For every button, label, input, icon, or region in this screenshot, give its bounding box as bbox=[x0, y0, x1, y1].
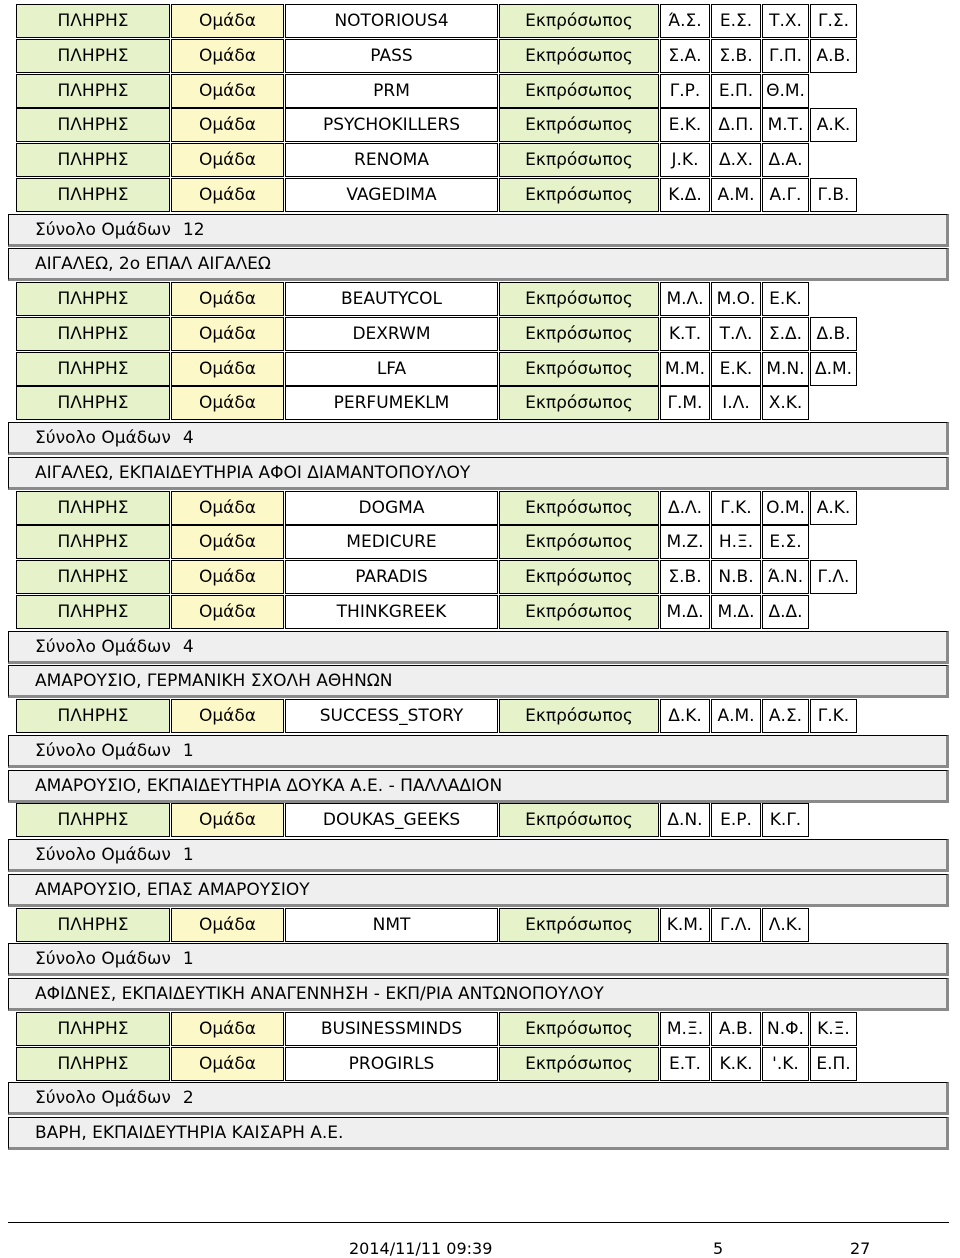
kind-cell: Ομάδα bbox=[171, 491, 284, 525]
member-initials-cell: Τ.Λ. bbox=[711, 317, 761, 351]
member-initials-cell: Ν.Φ. bbox=[762, 1012, 809, 1046]
member-initials-cell: Χ.Κ. bbox=[762, 386, 809, 420]
kind-cell: Ομάδα bbox=[171, 352, 284, 386]
footer-page-number: 5 bbox=[713, 1239, 724, 1258]
member-initials-cell: Σ.Α. bbox=[660, 39, 710, 73]
group-total-bar bbox=[8, 422, 949, 455]
team-name-cell: BEAUTYCOL bbox=[285, 282, 498, 316]
member-initials-cell: Α.Σ. bbox=[762, 699, 809, 733]
school-header bbox=[8, 874, 949, 907]
member-initials-cell: Σ.Β. bbox=[711, 39, 761, 73]
role-cell: Εκπρόσωπος bbox=[499, 282, 659, 316]
status-cell: ΠΛΗΡΗΣ bbox=[16, 525, 170, 559]
team-name-cell: PSYCHOKILLERS bbox=[285, 108, 498, 142]
member-initials-cell: Μ.Τ. bbox=[762, 108, 809, 142]
team-name-cell: BUSINESSMINDS bbox=[285, 1012, 498, 1046]
group-total-count: 2 bbox=[182, 1087, 194, 1108]
kind-cell: Ομάδα bbox=[171, 560, 284, 594]
kind-cell: Ομάδα bbox=[171, 282, 284, 316]
team-name-cell: PRM bbox=[285, 74, 498, 108]
status-cell: ΠΛΗΡΗΣ bbox=[16, 595, 170, 629]
school-header bbox=[8, 1117, 949, 1150]
member-initials-cell: Γ.Σ. bbox=[810, 4, 857, 38]
kind-cell: Ομάδα bbox=[171, 4, 284, 38]
school-name: ΑΜΑΡΟΥΣΙΟ, ΓΕΡΜΑΝΙΚΗ ΣΧΟΛΗ ΑΘΗΝΩΝ bbox=[35, 670, 393, 691]
role-cell: Εκπρόσωπος bbox=[499, 143, 659, 177]
member-initials-cell: Α.Μ. bbox=[711, 699, 761, 733]
member-initials-cell: Δ.Β. bbox=[810, 317, 857, 351]
status-cell: ΠΛΗΡΗΣ bbox=[16, 282, 170, 316]
member-initials-cell: Ο.Μ. bbox=[762, 491, 809, 525]
member-initials-cell: Η.Ξ. bbox=[711, 525, 761, 559]
member-initials-cell: Κ.Ξ. bbox=[810, 1012, 857, 1046]
kind-cell: Ομάδα bbox=[171, 1012, 284, 1046]
member-initials-cell: Γ.Μ. bbox=[660, 386, 710, 420]
kind-cell: Ομάδα bbox=[171, 317, 284, 351]
member-initials-cell: Ά.Σ. bbox=[660, 4, 710, 38]
school-name: ΒΑΡΗ, ΕΚΠΑΙΔΕΥΤΗΡΙΑ ΚΑΙΣΑΡΗ Α.Ε. bbox=[35, 1122, 344, 1143]
team-name-cell: DOGMA bbox=[285, 491, 498, 525]
kind-cell: Ομάδα bbox=[171, 39, 284, 73]
team-name-cell: PARADIS bbox=[285, 560, 498, 594]
member-initials-cell: Μ.Ζ. bbox=[660, 525, 710, 559]
group-total-label: Σύνολο Ομάδων bbox=[35, 219, 171, 240]
team-name-cell: VAGEDIMA bbox=[285, 178, 498, 212]
member-initials-cell: Ά.Ν. bbox=[762, 560, 809, 594]
group-total-bar bbox=[8, 839, 949, 872]
group-total-label: Σύνολο Ομάδων bbox=[35, 740, 171, 761]
member-initials-cell: Δ.Λ. bbox=[660, 491, 710, 525]
team-name-cell: NMT bbox=[285, 908, 498, 942]
team-name-cell: NOTORIOUS4 bbox=[285, 4, 498, 38]
role-cell: Εκπρόσωπος bbox=[499, 1047, 659, 1081]
member-initials-cell: Μ.Δ. bbox=[711, 595, 761, 629]
member-initials-cell: Μ.Δ. bbox=[660, 595, 710, 629]
school-name: ΑΦΙΔΝΕΣ, ΕΚΠΑΙΔΕΥΤΙΚΗ ΑΝΑΓΕΝΝΗΣΗ - ΕΚΠ/ΡΙΑ ΑΝΤΩΝΟΠΟΥΛΟΥ bbox=[35, 983, 604, 1004]
footer-timestamp: 2014/11/11 09:39 bbox=[349, 1239, 493, 1258]
member-initials-cell: Κ.Κ. bbox=[711, 1047, 761, 1081]
kind-cell: Ομάδα bbox=[171, 595, 284, 629]
member-initials-cell: Ι.Λ. bbox=[711, 386, 761, 420]
member-initials-cell: Γ.Β. bbox=[810, 178, 857, 212]
member-initials-cell: Α.Β. bbox=[810, 39, 857, 73]
role-cell: Εκπρόσωπος bbox=[499, 317, 659, 351]
role-cell: Εκπρόσωπος bbox=[499, 560, 659, 594]
kind-cell: Ομάδα bbox=[171, 525, 284, 559]
role-cell: Εκπρόσωπος bbox=[499, 352, 659, 386]
member-initials-cell: Κ.Δ. bbox=[660, 178, 710, 212]
member-initials-cell: Κ.Τ. bbox=[660, 317, 710, 351]
role-cell: Εκπρόσωπος bbox=[499, 178, 659, 212]
status-cell: ΠΛΗΡΗΣ bbox=[16, 560, 170, 594]
team-name-cell: LFA bbox=[285, 352, 498, 386]
group-total-label: Σύνολο Ομάδων bbox=[35, 427, 171, 448]
member-initials-cell: Δ.Π. bbox=[711, 108, 761, 142]
status-cell: ΠΛΗΡΗΣ bbox=[16, 108, 170, 142]
member-initials-cell: Δ.Κ. bbox=[660, 699, 710, 733]
member-initials-cell: Α.Κ. bbox=[810, 108, 857, 142]
member-initials-cell: Μ.Ν. bbox=[762, 352, 809, 386]
role-cell: Εκπρόσωπος bbox=[499, 386, 659, 420]
member-initials-cell: Θ.Μ. bbox=[762, 74, 809, 108]
group-total-label: Σύνολο Ομάδων bbox=[35, 1087, 171, 1108]
member-initials-cell: Μ.Ξ. bbox=[660, 1012, 710, 1046]
member-initials-cell: Ε.Π. bbox=[711, 74, 761, 108]
role-cell: Εκπρόσωπος bbox=[499, 74, 659, 108]
member-initials-cell: Ε.Τ. bbox=[660, 1047, 710, 1081]
group-total-bar bbox=[8, 214, 949, 247]
member-initials-cell: Γ.Ρ. bbox=[660, 74, 710, 108]
school-header bbox=[8, 457, 949, 490]
team-name-cell: SUCCESS_STORY bbox=[285, 699, 498, 733]
role-cell: Εκπρόσωπος bbox=[499, 4, 659, 38]
member-initials-cell: Γ.Κ. bbox=[711, 491, 761, 525]
role-cell: Εκπρόσωπος bbox=[499, 39, 659, 73]
member-initials-cell: Α.Κ. bbox=[810, 491, 857, 525]
role-cell: Εκπρόσωπος bbox=[499, 908, 659, 942]
group-total-label: Σύνολο Ομάδων bbox=[35, 948, 171, 969]
kind-cell: Ομάδα bbox=[171, 386, 284, 420]
school-name: ΑΜΑΡΟΥΣΙΟ, ΕΚΠΑΙΔΕΥΤΗΡΙΑ ΔΟΥΚΑ Α.Ε. - ΠΑΛΛΑΔΙΟΝ bbox=[35, 775, 503, 796]
school-header bbox=[8, 978, 949, 1011]
member-initials-cell: Γ.Π. bbox=[762, 39, 809, 73]
group-total-bar bbox=[8, 943, 949, 976]
role-cell: Εκπρόσωπος bbox=[499, 491, 659, 525]
kind-cell: Ομάδα bbox=[171, 143, 284, 177]
member-initials-cell: Ε.Κ. bbox=[762, 282, 809, 316]
member-initials-cell: Λ.Κ. bbox=[762, 908, 809, 942]
member-initials-cell: Μ.Ο. bbox=[711, 282, 761, 316]
role-cell: Εκπρόσωπος bbox=[499, 803, 659, 837]
member-initials-cell: Γ.Λ. bbox=[810, 560, 857, 594]
status-cell: ΠΛΗΡΗΣ bbox=[16, 699, 170, 733]
member-initials-cell: Μ.Μ. bbox=[660, 352, 710, 386]
group-total-count: 4 bbox=[182, 636, 194, 657]
status-cell: ΠΛΗΡΗΣ bbox=[16, 39, 170, 73]
group-total-label: Σύνολο Ομάδων bbox=[35, 636, 171, 657]
school-header bbox=[8, 770, 949, 803]
footer-total-pages: 27 bbox=[850, 1239, 871, 1258]
status-cell: ΠΛΗΡΗΣ bbox=[16, 1012, 170, 1046]
kind-cell: Ομάδα bbox=[171, 74, 284, 108]
team-name-cell: MEDICURE bbox=[285, 525, 498, 559]
school-name: ΑΙΓΑΛΕΩ, ΕΚΠΑΙΔΕΥΤΗΡΙΑ ΑΦΟΙ ΔΙΑΜΑΝΤΟΠΟΥΛΟΥ bbox=[35, 462, 471, 483]
member-initials-cell: '.Κ. bbox=[762, 1047, 809, 1081]
member-initials-cell: Κ.Μ. bbox=[660, 908, 710, 942]
role-cell: Εκπρόσωπος bbox=[499, 108, 659, 142]
group-total-label: Σύνολο Ομάδων bbox=[35, 844, 171, 865]
status-cell: ΠΛΗΡΗΣ bbox=[16, 74, 170, 108]
member-initials-cell: Ε.Σ. bbox=[711, 4, 761, 38]
member-initials-cell: Ε.Κ. bbox=[711, 352, 761, 386]
role-cell: Εκπρόσωπος bbox=[499, 1012, 659, 1046]
member-initials-cell: Ε.Σ. bbox=[762, 525, 809, 559]
member-initials-cell: Σ.Β. bbox=[660, 560, 710, 594]
school-header bbox=[8, 665, 949, 698]
kind-cell: Ομάδα bbox=[171, 803, 284, 837]
role-cell: Εκπρόσωπος bbox=[499, 699, 659, 733]
team-name-cell: RENOMA bbox=[285, 143, 498, 177]
team-name-cell: THINKGREEK bbox=[285, 595, 498, 629]
footer-divider bbox=[8, 1222, 949, 1223]
status-cell: ΠΛΗΡΗΣ bbox=[16, 1047, 170, 1081]
status-cell: ΠΛΗΡΗΣ bbox=[16, 4, 170, 38]
member-initials-cell: Ν.Β. bbox=[711, 560, 761, 594]
member-initials-cell: Κ.Γ. bbox=[762, 803, 809, 837]
member-initials-cell: Δ.Ν. bbox=[660, 803, 710, 837]
status-cell: ΠΛΗΡΗΣ bbox=[16, 491, 170, 525]
status-cell: ΠΛΗΡΗΣ bbox=[16, 178, 170, 212]
team-name-cell: DEXRWM bbox=[285, 317, 498, 351]
member-initials-cell: J.Κ. bbox=[660, 143, 710, 177]
kind-cell: Ομάδα bbox=[171, 108, 284, 142]
group-total-bar bbox=[8, 735, 949, 768]
member-initials-cell: Τ.Χ. bbox=[762, 4, 809, 38]
status-cell: ΠΛΗΡΗΣ bbox=[16, 908, 170, 942]
role-cell: Εκπρόσωπος bbox=[499, 525, 659, 559]
member-initials-cell: Δ.Δ. bbox=[762, 595, 809, 629]
group-total-count: 1 bbox=[182, 844, 194, 865]
status-cell: ΠΛΗΡΗΣ bbox=[16, 803, 170, 837]
member-initials-cell: Ε.Κ. bbox=[660, 108, 710, 142]
member-initials-cell: Α.Μ. bbox=[711, 178, 761, 212]
team-name-cell: PERFUMEKLM bbox=[285, 386, 498, 420]
team-name-cell: PROGIRLS bbox=[285, 1047, 498, 1081]
school-name: ΑΜΑΡΟΥΣΙΟ, ΕΠΑΣ ΑΜΑΡΟΥΣΙΟΥ bbox=[35, 879, 310, 900]
member-initials-cell: Μ.Λ. bbox=[660, 282, 710, 316]
school-header bbox=[8, 248, 949, 281]
kind-cell: Ομάδα bbox=[171, 1047, 284, 1081]
group-total-count: 1 bbox=[182, 948, 194, 969]
team-name-cell: PASS bbox=[285, 39, 498, 73]
member-initials-cell: Γ.Λ. bbox=[711, 908, 761, 942]
member-initials-cell: Σ.Δ. bbox=[762, 317, 809, 351]
member-initials-cell: Δ.Α. bbox=[762, 143, 809, 177]
status-cell: ΠΛΗΡΗΣ bbox=[16, 143, 170, 177]
member-initials-cell: Δ.Μ. bbox=[810, 352, 857, 386]
status-cell: ΠΛΗΡΗΣ bbox=[16, 317, 170, 351]
member-initials-cell: Α.Γ. bbox=[762, 178, 809, 212]
status-cell: ΠΛΗΡΗΣ bbox=[16, 386, 170, 420]
group-total-count: 4 bbox=[182, 427, 194, 448]
group-total-count: 1 bbox=[182, 740, 194, 761]
member-initials-cell: Γ.Κ. bbox=[810, 699, 857, 733]
member-initials-cell: Ε.Ρ. bbox=[711, 803, 761, 837]
team-name-cell: DOUKAS_GEEKS bbox=[285, 803, 498, 837]
member-initials-cell: Ε.Π. bbox=[810, 1047, 857, 1081]
role-cell: Εκπρόσωπος bbox=[499, 595, 659, 629]
member-initials-cell: Α.Β. bbox=[711, 1012, 761, 1046]
group-total-bar bbox=[8, 1082, 949, 1115]
kind-cell: Ομάδα bbox=[171, 908, 284, 942]
kind-cell: Ομάδα bbox=[171, 178, 284, 212]
member-initials-cell: Δ.Χ. bbox=[711, 143, 761, 177]
group-total-count: 12 bbox=[182, 219, 205, 240]
group-total-bar bbox=[8, 631, 949, 664]
status-cell: ΠΛΗΡΗΣ bbox=[16, 352, 170, 386]
kind-cell: Ομάδα bbox=[171, 699, 284, 733]
school-name: ΑΙΓΑΛΕΩ, 2ο ΕΠΑΛ ΑΙΓΑΛΕΩ bbox=[35, 253, 271, 274]
